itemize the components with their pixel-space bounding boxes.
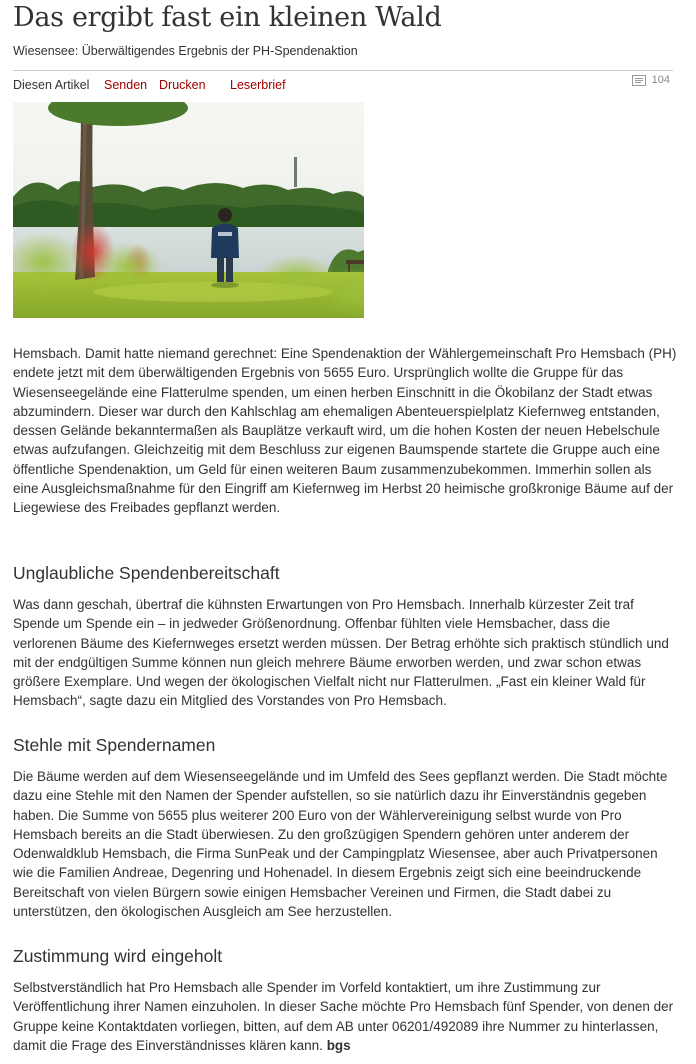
photo-lakeside-woman-tree-icon bbox=[13, 102, 364, 318]
article-toolbar bbox=[13, 74, 673, 96]
article-title: Das ergibt fast ein kleinen Wald bbox=[13, 2, 442, 33]
send-link[interactable]: Senden bbox=[104, 78, 148, 92]
comment-counter[interactable] bbox=[632, 73, 670, 87]
section-heading-spendenbereitschaft: Unglaubliche Spendenbereitschaft bbox=[13, 563, 280, 583]
author-byline: bgs bbox=[326, 1037, 351, 1053]
toolbar-label: Diesen Artikel bbox=[13, 78, 90, 92]
paragraph-spendenbereitschaft: Was dann geschah, übertraf die kühnsten Erwartungen von Pro Hemsbach. Innerhalb kürzester Zeit traf Spende um Spende ein – in jedweder Größenordnung. Offenbar fühlten viele Hemsbacher, dass die verlorenen Bäume des Kiefernweges ersetzt werden müssen. Der Betrag erhöhte sich praktisch stündlich und mit der endgültigen Summe können nun gleich mehrere Bäume erworben werden, und zwar schon etwas größere Exemplare. Und wegen der ökologischen Vielfalt nicht nur Flatterulmen. „Fast ein kleiner Wald für Hemsbach“, sagte dazu ein Mitglied des Vorstandes von Pro Hemsbach. bbox=[13, 597, 669, 709]
paragraph-intro: Hemsbach. Damit hatte niemand gerechnet: Eine Spendenaktion der Wählergemeinschaft Pro Hemsbach (PH) endete jetzt mit dem überwältigenden Ergebnis von 5655 Euro. Ursprünglich wollte die Gruppe für das Wiesenseegelände eine Flatterulme spenden, um einen herben Einschnitt in die Ökobilanz der Stadt etwas abzumindern. Dieser war durch den Kahlschlag am ehemaligen Abenteuerspielplatz Kiefernweg entstanden, dessen Gelände bekanntermaßen als Bauplätze verkauft wird, um die hohen Kosten der neuen Hebelschule etwas aufzufangen. Gleichzeitig mit dem Beschluss zur eigenen Baumspende startete die Gruppe auch eine öffentliche Spendenaktion, um Geld für einen weiteren Baum zusammenzubekommen. Immerhin sollen als eine Ausgleichsmaßnahme für den Eingriff am Kiefernweg im Herbst 20 heimische großkronige Bäume auf der Liegewiese des Freibades gepflanzt werden. bbox=[13, 346, 677, 516]
paragraph-zustimmung-text: Selbstverständlich hat Pro Hemsbach alle Spender im Vorfeld kontaktiert, um ihre Zustimmung zur Veröffentlichung ihrer Namen einzuholen. In dieser Sache möchte Pro Hemsbach fünf Spender, von denen der Gruppe keine Kontaktdaten vorliegen, bitten, auf dem AB unter 06201/492089 ihre Nummer zu hinterlassen, damit die Frage des Einverständnisses klären kann. bbox=[13, 980, 674, 1053]
divider bbox=[13, 70, 673, 71]
paragraph-zustimmung bbox=[13, 978, 677, 1055]
print-link[interactable]: Drucken bbox=[159, 78, 206, 92]
article-photo[interactable] bbox=[13, 102, 364, 318]
comments-icon bbox=[632, 75, 646, 86]
section-heading-stehle: Stehle mit Spendernamen bbox=[13, 735, 216, 755]
paragraph-stehle: Die Bäume werden auf dem Wiesenseegelände und im Umfeld des Sees gepflanzt werden. Die Stadt möchte dazu eine Stehle mit den Namen der Spender aufstellen, so sie natürlich dazu ihr Einverständnis gegeben haben. Die Summe von 5655 plus weiterer 200 Euro von der Wählervereinigung selbst wurde von Pro Hemsbach bereits an die Stadt überwiesen. Zu den großzügigen Spendern gehören unter anderem der Odenwaldklub Hemsbach, die Firma SunPeak und der Campingplatz Wiesensee, aber auch Privatpersonen wie die Familien Andreae, Degenring und Hohenadel. In diesem Ergebnis zeigt sich eine beeindruckende Bereitschaft von vielen Bürgern sowie einigen Hemsbacher Vereinen und Firmen, die Stadt dabei zu unterstützen, den ökologischen Ausgleich am See herzustellen. bbox=[13, 769, 668, 920]
reader-letter-link[interactable]: Leserbrief bbox=[230, 78, 286, 92]
article-subtitle: Wiesensee: Überwältigendes Ergebnis der PH-Spendenaktion bbox=[13, 44, 358, 58]
comment-count: 104 bbox=[651, 74, 670, 86]
section-heading-zustimmung: Zustimmung wird eingeholt bbox=[13, 946, 223, 966]
